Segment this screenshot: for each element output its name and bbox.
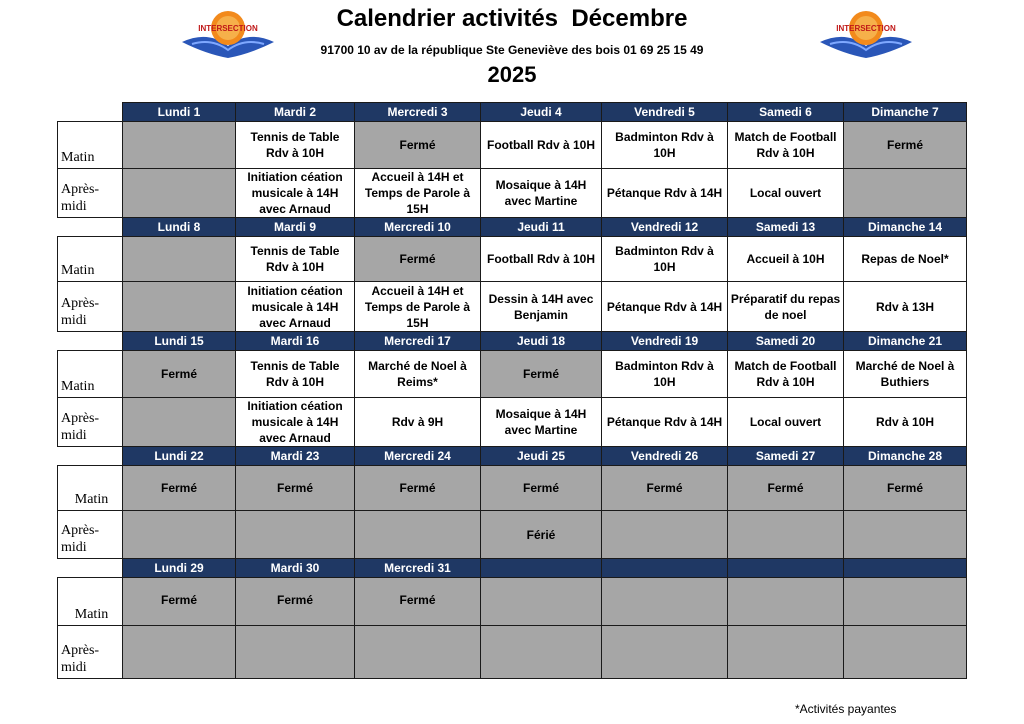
activity-text: Initiation céation musicale à 14H avec Arnaud [247,283,343,330]
activity-text: Pétanque Rdv à 14H [606,415,723,429]
activity-cell [728,169,844,218]
activity-text: Dessin à 14H avec Benjamin [488,291,594,322]
activity-cell [355,122,481,169]
activity-text: Marché de Noel à Reims* [368,359,467,389]
activity-calendar [57,102,967,679]
page-header [0,0,1024,100]
morning-label: Matin [58,237,123,282]
afternoon-label: Après- midi [58,282,123,332]
activity-text: Rdv à 10H [875,415,935,429]
activity-text: Fermé [886,138,924,152]
day-header: Mercredi 17 [355,332,481,351]
week-header-row [58,218,967,237]
activity-text: Initiation céation musicale à 14H avec Arnaud [247,170,343,216]
activity-text: Pétanque Rdv à 14H [606,299,723,314]
activity-text: Accueil à 14H et Temps de Parole à 15H [364,170,471,216]
week-header-row [58,103,967,122]
activity-text: Match de Football Rdv à 10H [734,359,837,389]
activity-text: Badminton Rdv à 10H [615,244,714,274]
activity-text: Local ouvert [749,415,822,429]
afternoon-row [58,626,967,679]
activity-cell [728,626,844,679]
day-header: Jeudi 25 [481,447,602,466]
day-header: Lundi 8 [123,218,236,237]
activity-cell [602,511,728,559]
activity-text: Fermé [767,481,804,495]
activity-text: Fermé [160,481,198,495]
activity-text: Fermé [522,481,560,495]
activity-cell [844,237,967,282]
activity-cell [123,282,236,332]
activity-cell [355,282,481,332]
activity-cell [602,169,728,218]
footnote: *Activités payantes [795,702,897,716]
activity-text: Initiation céation musicale à 14H avec Arnaud [247,399,343,445]
activity-cell [728,578,844,626]
activity-text: Mosaique à 14H avec Martine [495,407,587,437]
morning-label: Matin [58,578,123,626]
day-header: Lundi 22 [123,447,236,466]
activity-text: Fermé [399,138,436,152]
day-header: Mardi 2 [236,103,355,122]
activity-text: Fermé [646,481,683,495]
activity-cell [236,398,355,447]
activity-text: Repas de Noel* [861,252,949,266]
corner-cell [58,559,123,578]
intersection-logo-right [816,6,916,62]
activity-text: Mosaique à 14H avec Martine [495,178,587,208]
activity-cell [481,237,602,282]
empty-day-header [844,559,967,578]
activity-text: Tennis de Table Rdv à 10H [250,244,340,274]
activity-cell [602,578,728,626]
day-header: Vendredi 12 [602,218,728,237]
activity-cell [355,466,481,511]
afternoon-label: Après- midi [58,398,123,447]
activity-cell [481,626,602,679]
activity-cell [728,122,844,169]
activity-text: Fermé [399,481,436,495]
address-line: 91700 10 av de la république Ste Geneviève des bois 01 69 25 15 49 [320,43,704,57]
afternoon-row [58,282,967,332]
day-header: Mercredi 24 [355,447,481,466]
activity-cell [123,237,236,282]
day-header: Lundi 1 [123,103,236,122]
day-header: Samedi 6 [728,103,844,122]
corner-cell [58,218,123,237]
week-header-row [58,559,967,578]
day-header: Mardi 9 [236,218,355,237]
activity-cell [481,282,602,332]
afternoon-row [58,511,967,559]
svg-text:INTERSECTION: INTERSECTION [198,24,258,33]
day-header: Samedi 20 [728,332,844,351]
activity-cell [728,282,844,332]
activity-cell [602,466,728,511]
activity-text: Football Rdv à 10H [486,252,596,266]
activity-text: Fermé [276,481,314,495]
activity-cell [355,398,481,447]
day-header: Dimanche 7 [844,103,967,122]
afternoon-label: Après- midi [58,169,123,218]
day-header: Vendredi 26 [602,447,728,466]
activity-text: Pétanque Rdv à 14H [606,186,723,200]
day-header: Jeudi 18 [481,332,602,351]
activity-text: Badminton Rdv à 10H [615,130,714,160]
page-title: Calendrier activités Décembre [336,5,688,32]
activity-cell [236,237,355,282]
activity-cell [355,169,481,218]
activity-text: Badminton Rdv à 10H [615,359,714,389]
activity-text: Rdv à 9H [391,415,444,429]
activity-cell [728,398,844,447]
afternoon-row [58,398,967,447]
activity-text: Fermé [399,252,436,266]
activity-cell [602,626,728,679]
activity-cell [355,578,481,626]
afternoon-label: Après- midi [58,511,123,559]
day-header: Mardi 30 [236,559,355,578]
morning-label: Matin [58,351,123,398]
day-header: Dimanche 28 [844,447,967,466]
week-header-row [58,332,967,351]
activity-text: Fermé [886,481,924,495]
day-header: Mercredi 3 [355,103,481,122]
activity-cell [355,511,481,559]
activity-text: Local ouvert [749,186,822,200]
activity-text: Tennis de Table Rdv à 10H [250,359,340,389]
morning-row [58,466,967,511]
day-header: Lundi 15 [123,332,236,351]
activity-text: Rdv à 13H [875,299,935,314]
activity-text: Accueil à 14H et Temps de Parole à 15H [364,283,471,330]
corner-cell [58,447,123,466]
activity-cell [481,511,602,559]
afternoon-label: Après- midi [58,626,123,679]
activity-cell [355,626,481,679]
day-header: Vendredi 5 [602,103,728,122]
morning-label: Matin [58,122,123,169]
activity-text: Fermé [160,367,198,381]
activity-cell [123,466,236,511]
activity-cell [728,511,844,559]
activity-text: Marché de Noel à Buthiers [855,359,955,389]
day-header: Mercredi 10 [355,218,481,237]
activity-cell [844,351,967,398]
morning-row [58,122,967,169]
empty-day-header [728,559,844,578]
activity-cell [123,122,236,169]
activity-text: Fermé [399,593,436,607]
day-header: Samedi 27 [728,447,844,466]
morning-row [58,578,967,626]
activity-text: Préparatif du repas de noel [730,291,841,322]
activity-cell [481,578,602,626]
activity-cell [844,398,967,447]
week-header-row [58,447,967,466]
day-header: Samedi 13 [728,218,844,237]
day-header: Mardi 16 [236,332,355,351]
activity-cell [236,122,355,169]
activity-text: Fermé [160,593,198,607]
activity-cell [602,351,728,398]
activity-cell [844,466,967,511]
day-header: Mardi 23 [236,447,355,466]
activity-cell [481,169,602,218]
activity-cell [844,578,967,626]
activity-text: Fermé [522,367,560,381]
activity-cell [236,578,355,626]
activity-cell [728,351,844,398]
day-header: Dimanche 14 [844,218,967,237]
activity-cell [355,237,481,282]
activity-cell [602,122,728,169]
activity-cell [844,626,967,679]
activity-cell [123,169,236,218]
activity-text: Tennis de Table Rdv à 10H [250,130,340,160]
activity-cell [355,351,481,398]
activity-text: Match de Football Rdv à 10H [734,130,837,160]
activity-cell [236,511,355,559]
day-header: Jeudi 4 [481,103,602,122]
activity-cell [844,511,967,559]
activity-cell [481,122,602,169]
day-header: Vendredi 19 [602,332,728,351]
activity-cell [602,282,728,332]
activity-cell [602,398,728,447]
morning-row [58,351,967,398]
activity-text: Férié [526,527,556,542]
activity-text: Accueil à 10H [746,252,825,266]
day-header: Jeudi 11 [481,218,602,237]
day-header: Lundi 29 [123,559,236,578]
afternoon-row [58,169,967,218]
activity-cell [728,237,844,282]
activity-cell [123,398,236,447]
activity-text: Football Rdv à 10H [486,138,596,152]
morning-label: Matin [58,466,123,511]
empty-day-header [481,559,602,578]
activity-text: Fermé [276,593,314,607]
activity-cell [236,466,355,511]
activity-cell [236,282,355,332]
activity-cell [236,626,355,679]
morning-row [58,237,967,282]
activity-cell [844,169,967,218]
day-header: Dimanche 21 [844,332,967,351]
activity-cell [481,351,602,398]
day-header: Mercredi 31 [355,559,481,578]
activity-cell [844,282,967,332]
activity-cell [844,122,967,169]
activity-cell [481,398,602,447]
activity-cell [236,351,355,398]
year-label: 2025 [487,62,537,87]
activity-cell [123,578,236,626]
activity-cell [728,466,844,511]
activity-cell [123,626,236,679]
activity-cell [481,466,602,511]
activity-cell [123,351,236,398]
corner-cell [58,103,123,122]
activity-cell [602,237,728,282]
activity-cell [123,511,236,559]
corner-cell [58,332,123,351]
svg-text:INTERSECTION: INTERSECTION [836,24,896,33]
empty-day-header [602,559,728,578]
activity-cell [236,169,355,218]
